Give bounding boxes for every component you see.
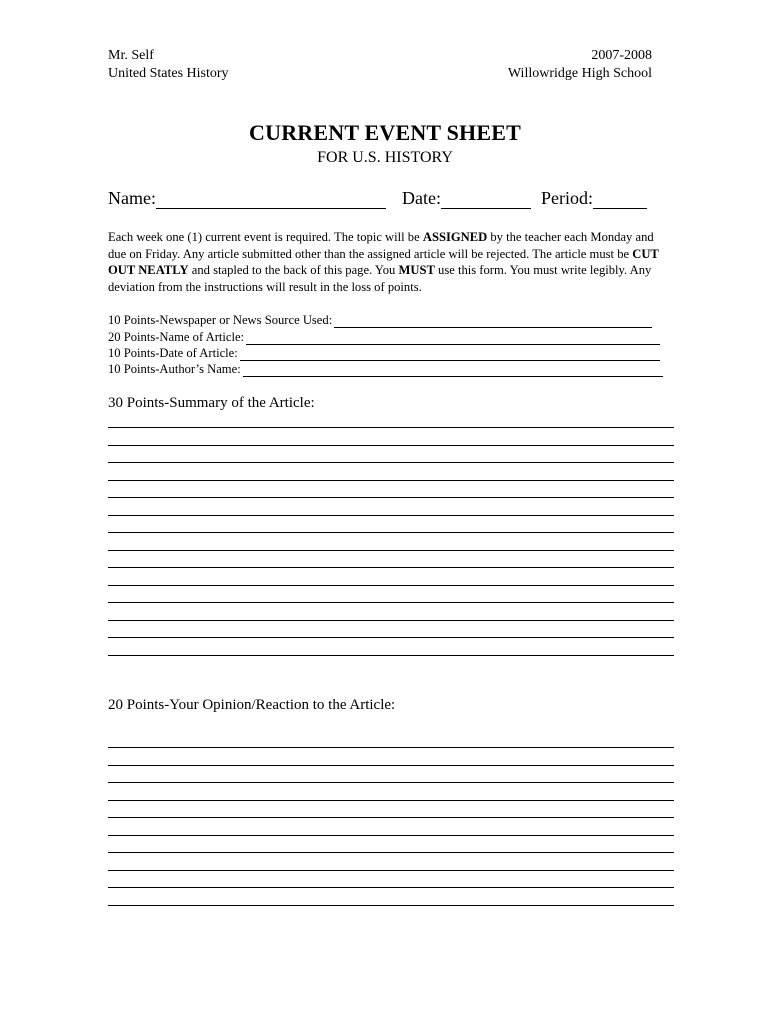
instructions-emphasis-assigned: ASSIGNED (422, 230, 488, 244)
writing-line[interactable] (108, 655, 674, 656)
writing-line[interactable] (108, 497, 674, 498)
writing-line[interactable] (108, 747, 674, 748)
writing-line[interactable] (108, 852, 674, 853)
school-year: 2007-2008 (591, 48, 652, 63)
instructions-emphasis-must: MUST (398, 263, 435, 277)
instructions-paragraph (108, 229, 674, 295)
article-name-answer-line[interactable] (246, 332, 660, 345)
page-subtitle: FOR U.S. HISTORY (317, 149, 453, 166)
writing-line[interactable] (108, 905, 674, 906)
instructions-emphasis-cut-out: CUT OUT NEATLY (108, 246, 659, 277)
writing-line[interactable] (108, 765, 674, 766)
author-answer-line[interactable] (243, 364, 663, 377)
teacher-name: Mr. Self (108, 48, 154, 63)
period-field-group (541, 187, 647, 209)
points-row-author (108, 361, 678, 377)
source-answer-line[interactable] (334, 315, 652, 328)
writing-line[interactable] (108, 620, 674, 621)
writing-line[interactable] (108, 427, 674, 428)
period-label: Period: (541, 188, 593, 208)
points-row-source (108, 312, 678, 328)
name-blank[interactable] (156, 191, 386, 209)
date-label: Date: (402, 188, 441, 208)
instructions-text: by the teacher each Monday and due on Friday. Any article submitted other than the assigned article will be rejected. The article must be (108, 230, 654, 261)
writing-line[interactable] (108, 870, 674, 871)
writing-line[interactable] (108, 585, 674, 586)
points-row-article-name (108, 328, 678, 344)
writing-line[interactable] (108, 480, 674, 481)
header-left (108, 47, 229, 83)
writing-line[interactable] (108, 462, 674, 463)
date-blank[interactable] (441, 191, 531, 209)
date-field-group (402, 187, 531, 209)
points-label-article-name: 20 Points-Name of Article: (108, 329, 245, 344)
course-name: United States History (108, 66, 229, 81)
points-label-article-date: 10 Points-Date of Article: (108, 345, 238, 360)
writing-line[interactable] (108, 800, 674, 801)
writing-line[interactable] (108, 887, 674, 888)
writing-line[interactable] (108, 550, 674, 551)
points-list (108, 312, 678, 377)
school-name: Willowridge High School (507, 66, 652, 81)
writing-line[interactable] (108, 835, 674, 836)
opinion-label: 20 Points-Your Opinion/Reaction to the Article: (108, 697, 396, 713)
writing-line[interactable] (108, 532, 674, 533)
name-field-group (108, 187, 386, 209)
writing-line[interactable] (108, 637, 674, 638)
instructions-text: use this form. You must write legibly. Any deviation from the instructions will result in the loss of points. (108, 263, 652, 294)
writing-line[interactable] (108, 445, 674, 446)
points-row-article-date (108, 345, 678, 361)
name-label: Name: (108, 188, 156, 208)
writing-line[interactable] (108, 817, 674, 818)
points-label-author: 10 Points-Author’s Name: (108, 362, 241, 377)
writing-line[interactable] (108, 602, 674, 603)
article-date-answer-line[interactable] (240, 348, 660, 361)
instructions-text: Each week one (1) current event is required. The topic will be (108, 230, 423, 244)
instructions-text: and stapled to the back of this page. You (188, 263, 399, 277)
points-label-source: 10 Points-Newspaper or News Source Used: (108, 313, 333, 328)
writing-line[interactable] (108, 515, 674, 516)
page-title: CURRENT EVENT SHEET (249, 120, 521, 145)
writing-line[interactable] (108, 782, 674, 783)
header-right (508, 47, 652, 83)
period-blank[interactable] (593, 191, 647, 209)
summary-label: 30 Points-Summary of the Article: (108, 395, 315, 411)
writing-line[interactable] (108, 567, 674, 568)
